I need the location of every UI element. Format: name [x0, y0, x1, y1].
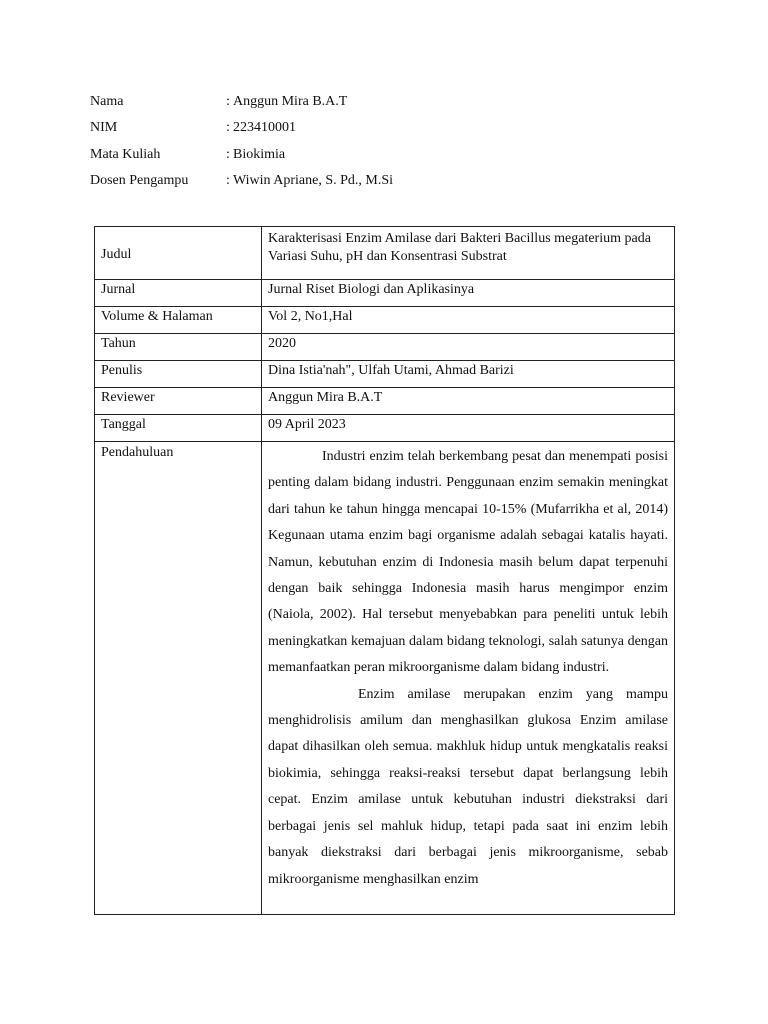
row-value: Vol 2, No1,Hal: [262, 307, 675, 334]
identity-separator: :: [226, 172, 230, 188]
identity-separator: :: [226, 94, 230, 109]
journal-review-table: [94, 226, 675, 915]
table-row-volume: [95, 307, 675, 334]
pendahuluan-text: [262, 442, 675, 915]
row-value: Anggun Mira B.A.T: [262, 388, 675, 415]
row-value: 09 April 2023: [262, 415, 675, 442]
identity-value: Anggun Mira B.A.T: [233, 94, 348, 109]
identity-row-nama: [90, 92, 393, 118]
identity-label: NIM: [90, 120, 118, 136]
identity-separator: :: [226, 120, 230, 136]
row-value: Karakterisasi Enzim Amilase dari Bakteri Bacillus megaterium pada Variasi Suhu, pH dan Konsentrasi Substrat: [262, 227, 675, 280]
row-label: Penulis: [95, 361, 262, 388]
row-label: Tahun: [95, 334, 262, 361]
table-row-reviewer: [95, 388, 675, 415]
row-value: Jurnal Riset Biologi dan Aplikasinya: [262, 280, 675, 307]
row-value: 2020: [262, 334, 675, 361]
identity-row-nim: [90, 118, 393, 144]
table-row-pendahuluan: [95, 442, 675, 915]
row-label: Reviewer: [95, 388, 262, 415]
student-identity: [90, 92, 393, 197]
paragraph: Industri enzim telah berkembang pesat dan menempati posisi penting dalam bidang industri. Penggunaan enzim semakin meningkat dari tahun ke tahun hingga mencapai 10-15% (Mufarrikha et al, 2014) Kegunaan utama enzim bagi organisme adalah sebagai katalis hayati. Namun, kebutuhan enzim di Indonesia masih belum dapat terpenuhi dengan baik sehingga Indonesia masih harus mengimpor enzim (Naiola, 2002). Hal tersebut menyebabkan para peneliti untuk lebih meningkatkan kemajuan dalam bidang teknologi, salah satunya dengan memanfaatkan peran mikroorganisme dalam bidang industri.: [268, 449, 668, 676]
identity-value: Biokimia: [233, 146, 286, 162]
identity-label: Mata Kuliah: [90, 146, 161, 162]
row-label: Jurnal: [95, 280, 262, 307]
identity-separator: :: [226, 146, 230, 162]
row-value: Dina Istia'nah", Ulfah Utami, Ahmad Barizi: [262, 361, 675, 388]
table-row-tahun: [95, 334, 675, 361]
identity-row-mata-kuliah: [90, 145, 393, 171]
table-row-jurnal: [95, 280, 675, 307]
table-row-judul: [95, 227, 675, 280]
table-row-tanggal: [95, 415, 675, 442]
identity-value: 223410001: [233, 120, 296, 136]
row-label: Volume & Halaman: [95, 307, 262, 334]
identity-label: Dosen Pengampu: [90, 172, 189, 188]
row-label: Judul: [95, 227, 262, 280]
row-label: Pendahuluan: [95, 442, 262, 915]
row-label: Tanggal: [95, 415, 262, 442]
identity-label: Nama: [90, 94, 124, 109]
identity-row-dosen-pengampu: [90, 171, 393, 197]
paragraph: Enzim amilase merupakan enzim yang mampu menghidrolisis amilum dan menghasilkan glukosa Enzim amilase dapat dihasilkan oleh semua. makhluk hidup untuk mengkatalis reaksi biokimia, sehingga reaksi-reaksi tersebut dapat berlangsung lebih cepat. Enzim amilase untuk kebutuhan industri diekstraksi dari berbagai jenis sel mahluk hidup, tetapi pada saat ini enzim lebih banyak diekstraksi dari berbagai jenis mikroorganisme, sebab mikroorganisme menghasilkan enzim: [268, 686, 668, 887]
table-row-penulis: [95, 361, 675, 388]
identity-value: Wiwin Apriane, S. Pd., M.Si: [233, 172, 394, 188]
